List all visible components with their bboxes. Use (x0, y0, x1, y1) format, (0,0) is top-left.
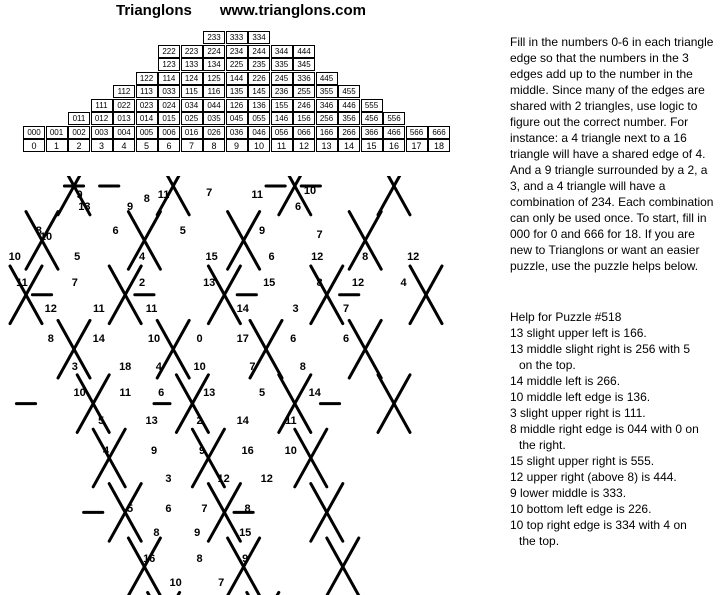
triangle-sum-number: 8 (35, 225, 42, 237)
combination-cell: 336 (293, 72, 315, 85)
triangle-sum-number: 8 (244, 503, 251, 515)
combination-cell: 000 (23, 126, 45, 139)
triangle-sum-number: 7 (316, 229, 323, 241)
triangle-sum-number: 11 (92, 303, 105, 315)
combination-cell: 234 (226, 45, 248, 58)
sum-label-cell: 10 (248, 139, 270, 152)
triangle-sum-number: 6 (158, 387, 165, 399)
triangle-sum-number: 12 (217, 473, 230, 485)
combination-cell: 666 (428, 126, 450, 139)
help-hint: 10 bottom left edge is 226. (510, 502, 652, 516)
help-hint: 9 lower middle is 333. (510, 486, 627, 500)
triangle-sum-number: 10 (39, 231, 53, 243)
combination-cell: 556 (383, 112, 405, 125)
page-title (116, 2, 366, 19)
combination-cell: 116 (203, 85, 225, 98)
triangle-sum-number: 12 (351, 277, 365, 289)
help-hint: 10 top right edge is 334 with 4 on (510, 518, 687, 532)
triangle-sum-number: 14 (92, 333, 105, 345)
combination-cell: 112 (113, 85, 135, 98)
combination-cell: 346 (316, 99, 338, 112)
triangle-sum-number: 11 (251, 189, 264, 201)
triangle-sum-number: 15 (205, 251, 218, 263)
combination-cell: 055 (248, 112, 270, 125)
triangle-sum-number: 6 (342, 333, 350, 345)
sum-label-cell: 8 (203, 139, 225, 152)
combination-cell: 156 (293, 112, 315, 125)
combination-cell: 266 (338, 126, 360, 139)
triangle-sum-number: 5 (126, 503, 134, 515)
combination-cell: 334 (248, 31, 270, 44)
title-text: Trianglons (116, 2, 192, 19)
site-url: www.trianglons.com (219, 2, 366, 19)
combination-cell: 446 (338, 99, 360, 112)
combination-cell: 155 (271, 99, 293, 112)
triangle-sum-number: 12 (44, 303, 57, 315)
triangle-sum-number: 17 (236, 333, 249, 345)
combination-cell: 006 (158, 126, 180, 139)
help-hint: 10 middle left edge is 136. (510, 390, 651, 404)
triangle-sum-number: 3 (165, 473, 172, 485)
sum-label-cell: 6 (158, 139, 180, 152)
combination-cell: 034 (181, 99, 203, 112)
sum-label-cell: 11 (271, 139, 293, 152)
combination-cell: 223 (181, 45, 203, 58)
help-title: Help for Puzzle #518 (510, 310, 622, 324)
triangle-sum-number: 4 (102, 445, 110, 457)
combination-cell: 225 (226, 58, 248, 71)
triangle-sum-number: 10 (303, 185, 317, 197)
combination-cell: 345 (293, 58, 315, 71)
triangle-sum-number: 7 (71, 277, 78, 289)
triangle-sum-number: 11 (119, 387, 132, 399)
combination-cell: 355 (316, 85, 338, 98)
triangle-sum-number: 13 (203, 277, 216, 289)
combination-cell: 011 (68, 112, 90, 125)
combination-cell: 244 (248, 45, 270, 58)
combination-cell: 111 (91, 99, 113, 112)
triangle-sum-number: 6 (294, 201, 302, 213)
combination-cell: 455 (338, 85, 360, 98)
sum-label-cell: 3 (91, 139, 113, 152)
help-hint: the right. (519, 438, 566, 452)
triangle-sum-number: 6 (112, 225, 119, 237)
help-panel (510, 309, 716, 549)
triangle-sum-number: 8 (299, 361, 306, 373)
help-hint: 12 upper right (above 8) is 444. (510, 470, 677, 484)
sum-label-cell: 12 (293, 139, 315, 152)
triangle-sum-number: 11 (284, 415, 297, 427)
combination-cell: 015 (158, 112, 180, 125)
triangle-sum-number: 9 (258, 225, 266, 237)
combination-cell: 222 (158, 45, 180, 58)
triangle-sum-number: 7 (201, 503, 208, 515)
triangle-sum-number: 14 (236, 415, 249, 427)
triangle-sum-number: 11 (157, 189, 170, 201)
triangle-sum-number: 6 (165, 503, 172, 515)
combination-cell: 146 (271, 112, 293, 125)
combination-cell: 123 (158, 58, 180, 71)
combination-cell: 366 (361, 126, 383, 139)
combination-cell: 333 (226, 31, 248, 44)
triangle-sum-number: 13 (78, 201, 91, 213)
sum-label-cell: 17 (406, 139, 428, 152)
combination-cell: 144 (226, 72, 248, 85)
triangle-sum-number: 14 (308, 387, 321, 399)
triangle-sum-number: 11 (16, 277, 28, 289)
triangle-sum-number: 8 (143, 193, 150, 205)
combination-cell: 166 (316, 126, 338, 139)
combination-cell: 125 (203, 72, 225, 85)
triangle-sum-number: 5 (98, 415, 105, 427)
triangle-sum-number: 0 (196, 333, 203, 345)
triangle-sum-number: 7 (206, 187, 213, 199)
combination-cell: 035 (203, 112, 225, 125)
triangle-sum-number: 10 (147, 333, 161, 345)
combination-cell: 024 (158, 99, 180, 112)
combination-cell: 013 (113, 112, 135, 125)
sum-label-cell: 9 (226, 139, 248, 152)
triangle-sum-number: 15 (239, 527, 252, 539)
combination-cell: 113 (136, 85, 158, 98)
combination-cell: 226 (248, 72, 270, 85)
combination-cell: 236 (271, 85, 293, 98)
triangle-sum-number: 6 (268, 251, 275, 263)
trianglon-puzzle-grid[interactable] (0, 176, 500, 595)
triangle-sum-number: 8 (196, 553, 203, 565)
combination-cell: 555 (361, 99, 383, 112)
triangle-sum-number: 10 (169, 577, 182, 589)
help-hint: 8 middle right edge is 044 with 0 on (510, 422, 699, 436)
combination-cell: 126 (226, 99, 248, 112)
triangle-sum-number: 10 (193, 361, 206, 373)
combination-cell: 255 (293, 85, 315, 98)
help-hint: 3 slight upper right is 111. (510, 406, 646, 420)
combination-cell: 124 (181, 72, 203, 85)
triangle-sum-number: 16 (241, 445, 254, 457)
combination-cell: 033 (158, 85, 180, 98)
combination-cell: 056 (271, 126, 293, 139)
combination-cell: 256 (316, 112, 338, 125)
combination-cell: 066 (293, 126, 315, 139)
combination-cell: 456 (361, 112, 383, 125)
instructions-text: Fill in the numbers 0-6 in each triangle edge so that the numbers in the 3 edges add up to the number in the middle. Since many of the edges are shared with 2 triangles, use logic to figure out the correct number. For instance: a 4 triangle next to a 16 triangle will have a shared edge of 4. And a 9 triangle surrounded by a 2, a 3, and a 4 triangle will have a combination of 234. Each combination can only be used once. To start, fill in 000 for 0 and 666 for 18. If you are new to Trianglons or want an easier puzzle, use the puzzle helps below. (510, 35, 714, 273)
triangle-sum-number: 3 (71, 361, 78, 373)
triangle-sum-number: 11 (145, 303, 158, 315)
combination-cell: 025 (181, 112, 203, 125)
combination-cell: 023 (136, 99, 158, 112)
triangle-sum-number: 13 (145, 415, 158, 427)
sum-label-cell: 15 (361, 139, 383, 152)
sum-label-cell: 16 (383, 139, 405, 152)
combination-cell: 224 (203, 45, 225, 58)
combination-cell: 136 (248, 99, 270, 112)
triangle-sum-number: 3 (292, 303, 299, 315)
combination-cell: 022 (113, 99, 135, 112)
triangle-sum-number: 13 (203, 387, 216, 399)
triangle-sum-number: 9 (194, 527, 201, 539)
combination-cell: 135 (226, 85, 248, 98)
combination-cell: 026 (203, 126, 225, 139)
combination-cell: 012 (91, 112, 113, 125)
triangle-sum-number: 4 (155, 361, 162, 373)
combination-cell: 466 (383, 126, 405, 139)
triangle-sum-number: 7 (342, 303, 350, 315)
sum-label-cell: 5 (136, 139, 158, 152)
combination-cell: 566 (406, 126, 428, 139)
triangle-sum-number: 7 (249, 361, 256, 373)
help-hint: 15 slight upper right is 555. (510, 454, 655, 468)
triangle-sum-number: 5 (258, 387, 266, 399)
triangle-sum-number: 7 (218, 577, 225, 589)
triangle-sum-number: 12 (407, 251, 420, 263)
combination-cell: 016 (181, 126, 203, 139)
combination-cell: 445 (316, 72, 338, 85)
triangle-sum-number: 9 (76, 189, 83, 201)
triangle-sum-number: 10 (8, 251, 21, 263)
combination-cell: 145 (248, 85, 270, 98)
combination-cell: 002 (68, 126, 90, 139)
triangle-sum-number: 12 (260, 473, 273, 485)
combination-cell: 001 (46, 126, 68, 139)
combination-cell: 133 (181, 58, 203, 71)
triangle-sum-number: 8 (316, 277, 323, 289)
triangle-sum-number: 8 (47, 333, 54, 345)
combination-cell: 046 (248, 126, 270, 139)
sum-label-cell: 4 (113, 139, 135, 152)
triangle-sum-number: 8 (362, 251, 369, 263)
combination-cell: 245 (271, 72, 293, 85)
sum-label-cell: 1 (46, 139, 68, 152)
triangle-sum-number: 14 (236, 303, 249, 315)
combination-cell: 036 (226, 126, 248, 139)
grid-lines (10, 176, 442, 595)
help-hint: 13 middle slight right is 256 with 5 (510, 342, 691, 356)
sum-label-cell: 14 (338, 139, 360, 152)
combination-cell: 122 (136, 72, 158, 85)
triangle-sum-number: 10 (73, 387, 86, 399)
triangle-sum-number: 9 (126, 201, 134, 213)
combination-cell: 004 (113, 126, 135, 139)
triangle-sum-number: 5 (74, 251, 81, 263)
combination-cell: 444 (293, 45, 315, 58)
combination-cell: 335 (271, 58, 293, 71)
triangle-sum-number: 9 (150, 445, 158, 457)
triangle-sum-number: 4 (400, 277, 407, 289)
help-hint: the top. (519, 534, 560, 548)
triangle-sum-number: 5 (179, 225, 186, 237)
sum-label-cell: 2 (68, 139, 90, 152)
combination-cell: 233 (203, 31, 225, 44)
triangle-sum-number: 9 (242, 553, 249, 565)
combination-cell: 044 (203, 99, 225, 112)
combination-cell: 003 (91, 126, 113, 139)
sum-label-cell: 0 (23, 139, 45, 152)
combination-cell: 235 (248, 58, 270, 71)
sum-label-cell: 18 (428, 139, 450, 152)
triangle-sum-number: 4 (138, 251, 146, 263)
help-hint: 13 slight upper left is 166. (510, 326, 647, 340)
triangle-sum-number: 18 (119, 361, 132, 373)
help-hint: on the top. (519, 358, 576, 372)
combination-cell: 356 (338, 112, 360, 125)
combination-cell: 045 (226, 112, 248, 125)
triangle-sum-number: 8 (153, 527, 160, 539)
triangle-sum-number: 12 (311, 251, 324, 263)
combination-cell: 246 (293, 99, 315, 112)
combination-cell: 115 (181, 85, 203, 98)
help-hint: 14 middle left is 266. (510, 374, 621, 388)
sum-label-cell: 13 (316, 139, 338, 152)
triangle-sum-number: 2 (138, 277, 146, 289)
combination-cell: 005 (136, 126, 158, 139)
triangle-sum-number: 10 (284, 445, 297, 457)
combination-cell: 114 (158, 72, 180, 85)
triangle-sum-number: 16 (143, 553, 156, 565)
triangle-sum-number: 9 (198, 445, 206, 457)
sum-label-cell: 7 (181, 139, 203, 152)
triangle-sum-number: 2 (196, 415, 203, 427)
combination-cell: 134 (203, 58, 225, 71)
triangle-sum-number: 15 (263, 277, 276, 289)
help-lines (510, 325, 716, 549)
combination-cell: 344 (271, 45, 293, 58)
combination-cell: 014 (136, 112, 158, 125)
triangle-sum-number: 6 (290, 333, 297, 345)
